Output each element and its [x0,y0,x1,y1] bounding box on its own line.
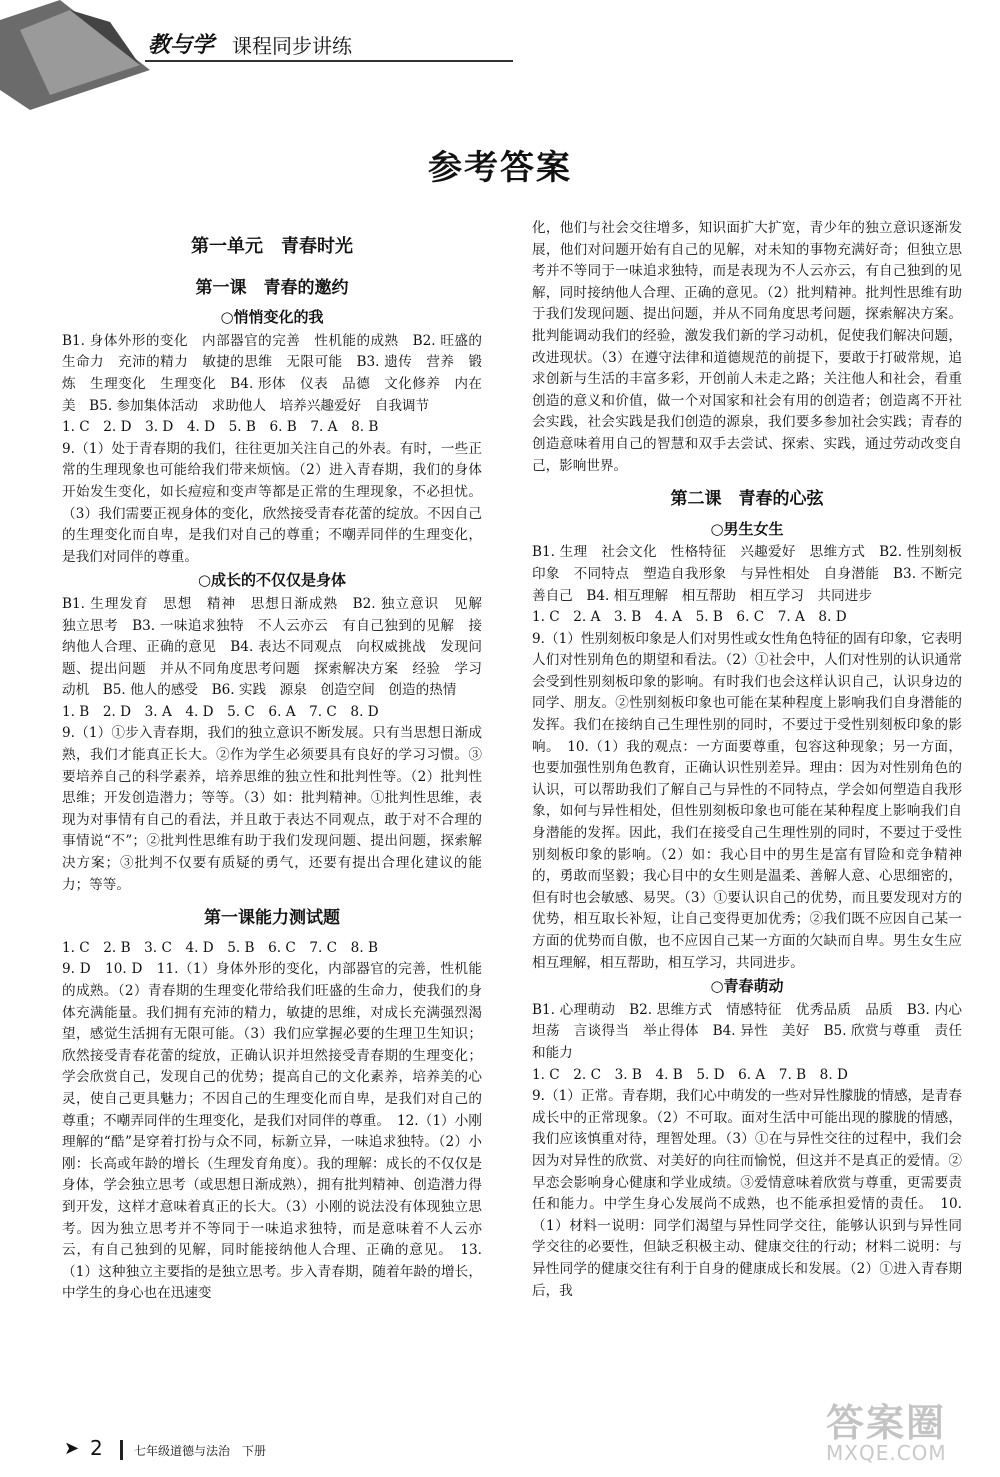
section-heading: ○成长的不仅仅是身体 [197,571,347,590]
lesson-heading: 第一课 青春的邀约 [195,277,349,298]
lesson-heading: 第二课 青春的心弦 [670,489,824,510]
arrow-icon: ➤ [64,1438,80,1459]
question-answer: 9.（1）性别刻板印象是人们对男性或女性角色特征的固有印象，它表明人们对性别角色的期望和看法。（2）①社会中，人们对性别的认识通常会受到性别刻板印象的影响。有时我们也会这样认识自己，认识身边的同学、朋友。②性别刻板印象也可能在某种程度上影响我们自身潜能的发挥。我们在接纳自己生理性别的同时，不要过于受性别刻板印象的影响。 10.（1）我的观点：一方面要尊重，包容这种现象；另一方面，也要加强性别角色教育，正确认识性别差异。理由：因为对性别角色的认识，可以帮助我们了解自己与异性的不同特点，学会如何塑造自我形象，如何与异性相处，但性别刻板印象也可能在某种程度上影响我们自身潜能的发挥。因此，我们在接受自己生理性别的同时，不要过于受性别刻板印象的影响。（2）如：我心目中的男生是富有冒险和竞争精神的，勇敢而坚毅；我心目中的女生则是温柔、善解人意、心思细密的，但有时也会敏感、易哭。（3）①要认识自己的优势，而且要发现对方的优势，相互取长补短，让自己变得更加优秀；②我们既不应因自己某一方面的优势而自傲，也不应因自己某一方面的欠缺而自卑。男生女生应相互理解，相互帮助，相互学习，共同进步。 [532,630,962,971]
page-title: 参考答案 [428,148,572,188]
watermark-logo [826,1392,976,1472]
unit-heading: 第一单元 青春时光 [191,236,353,257]
test-heading: 第一课能力测试题 [204,908,340,929]
watermark-text: 答案圈 [826,1401,947,1445]
question-answer: 9. D 10. D 11.（1）身体外形的变化，内部器官的完善，性机能的成熟。（2）青春期的生理变化带给我们旺盛的生命力，使我们的身体充满能量。我们拥有充沛的精力，敏捷的思维，对成长充满强烈渴望，感觉生活拥有无限可能。（3）我们应掌握必要的生理卫生知识；欣然接受青春花蕾的绽放，正确认识并坦然接受青春期的生理变化；学会欣赏自己，发现自己的优势；提高自己的文化素养，培养美的心灵，使自己更具魅力；不因自己的生理变化而自卑，是我们对自己的尊重；不嘲弄同伴的生理变化，是我们对同伴的尊重。 12.（1）小刚理解的“酷”是穿着打扮与众不同，标新立异，一味追求独特。（2）小刚：长高或年龄的增长（生理发育角度）。我的理解：成长的不仅仅是身体，学会独立思考（或思想日渐成熟），拥有批判精神、创造潜力得到开发，这样才意味着真正的长大。（3）小刚的说法没有体现独立思考。因为独立思考并不等同于一味追求独特，而是意味着不人云亦云，有自己独到的见解，同时能接纳他人合理、正确的意见。 13.（1）这种独立主要指的是独立思考。步入青春期，随着年龄的增长，中学生的身心也在迅速变 [62,961,482,1302]
choice-answers: 1. C 2. A 3. B 4. A 5. B 6. C 7. A 8. D [532,609,847,626]
choice-answers: 1. C 2. D 3. D 4. D 5. B 6. B 7. A 8. B [62,419,379,436]
series-title: 课程同步讲练 [232,34,352,58]
header-decoration-icon [0,0,150,110]
left-column [62,230,496,1305]
right-column [532,218,962,1302]
choice-answers: 1. B 2. D 3. A 4. D 5. C 6. A 7. C 8. D [62,703,379,720]
section-heading: ○悄悄变化的我 [220,308,324,327]
page-number: 2 [90,1436,103,1460]
question-answer: 9.（1）正常。青春期，我们心中萌发的一些对异性朦胧的情感，是青春成长中的正常现象。（2）不可取。面对生活中可能出现的朦胧的情感，我们应该慎重对待，理智处理。（3）①在与异性交往的过程中，我们会因为对异性的欣赏、对美好的向往而愉悦，但这并不是真正的爱情。②早恋会影响身心健康和学业成绩。③爱情意味着欣赏与尊重，更需要责任和能力。中学生身心发展尚不成熟，也不能承担爱情的责任。 10.（1）材料一说明：同学们渴望与异性同学交往，能够认识到与异性同学交往的必要性，但缺乏积极主动、健康交往的行动；材料二说明：与异性同学的健康交往有利于自身的健康成长和发展。（2）①进入青春期后，我 [532,1088,962,1299]
question-answer: 化，他们与社会交往增多，知识面扩大扩宽，青少年的独立意识逐渐发展，他们对问题开始有自己的见解，对未知的事物充满好奇；但独立思考并不等同于一味追求独特，而是表现为不人云亦云，有自己独到的见解，同时接纳他人合理、正确的意见。（2）批判精神。批判性思维有助于我们发现问题、提出问题，并从不同角度思考问题，探索解决方案。批判能调动我们的经验，激发我们新的学习动机，促使我们解决问题，改进现状。（3）在遵守法律和道德规范的前提下，要敢于打破常规，追求创新与生活的丰富多彩，开创前人未走之路；关注他人和社会，看重创造的意义和价值，做一个对国家和社会有用的创造者；创造离不开社会实践，社会实践是我们创造的源泉，我们要多参加社会实践；青春的创造意味着用自己的智慧和双手去尝试、探索、实践，通过劳动改变自己，影响世界。 [532,220,962,474]
page-header [0,0,1000,110]
header-rule [145,60,513,62]
fill-in-answers: B1. 心理萌动 B2. 思维方式 情感特征 优秀品质 品质 B3. 内心坦荡 言谈得当 举止得体 B4. 异性 美好 B5. 欣赏与尊重 责任和能力 [532,1001,962,1061]
fill-in-answers: B1. 生理发育 思想 精神 思想日渐成熟 B2. 独立意识 见解 独立思考 B3. 一味追求独特 不人云亦云 有自己独到的见解 接纳他人合理、正确的意见 B4. 表达不同观点 向权威挑战 发现问题、提出问题 并从不同角度思考问题 探索解决方案 经验 学习动机 B5. 他人的感受 B6. 实践 源泉 创造空间 创造的热情 [62,595,496,699]
section-heading: ○男生女生 [710,519,784,538]
watermark-url: MXQE.COM [826,1441,947,1465]
choice-answers: 1. C 2. C 3. B 4. B 5. D 6. A 7. B 8. D [532,1066,848,1083]
fill-in-answers: B1. 生理 社会文化 性格特征 兴趣爱好 思维方式 B2. 性别刻板印象 不同特点 塑造自我形象 与异性相处 自身潜能 B3. 不断完善自己 B4. 相互理解 相互帮助 相互学习 共同进步 [532,544,962,604]
book-title: 七年级道德与法治 下册 [134,1444,267,1458]
footer-divider [120,1440,123,1460]
choice-answers: 1. C 2. B 3. C 4. D 5. B 6. C 7. C 8. B [62,939,378,956]
brand-logo: 教与学 [148,33,215,58]
question-answer: 9.（1）处于青春期的我们，往往更加关注自己的外表。有时，一些正常的生理现象也可能给我们带来烦恼。（2）进入青春期，我们的身体开始发生变化，如长痘痘和变声等都是正常的生理现象，不必担忧。（3）我们需要正视身体的变化，欣然接受青春花蕾的绽放。不因自己的生理变化而自卑，是我们对自己的尊重；不嘲弄同伴的生理变化，是我们对同伴的尊重。 [62,440,482,565]
question-answer: 9.（1）①步入青春期，我们的独立意识不断发展。只有当思想日渐成熟，我们才能真正长大。②作为学生必须要具有良好的学习习惯。③要培养自己的科学素养，培养思维的独立性和批判性等。（2）批判性思维；开发创造潜力；等等。（3）如：批判精神。①批判性思维，表现为对事情有自己的看法，并且敢于表达不同观点，敢于对不合理的事情说“不”；②批判性思维有助于我们发现问题、提出问题，探索解决方案；③批判不仅要有质疑的勇气，还要有提出合理化建议的能力；等等。 [62,725,482,893]
section-heading: ○青春萌动 [710,977,784,996]
fill-in-answers: B1. 身体外形的变化 内部器官的完善 性机能的成熟 B2. 旺盛的生命力 充沛的精力 敏捷的思维 无限可能 B3. 遗传 营养 锻炼 生理变化 生理变化 B4. 形体 仪表 品德 文化修养 内在美 B5. 参加集体活动 求助他人 培养兴趣爱好 自我调节 [62,332,482,414]
